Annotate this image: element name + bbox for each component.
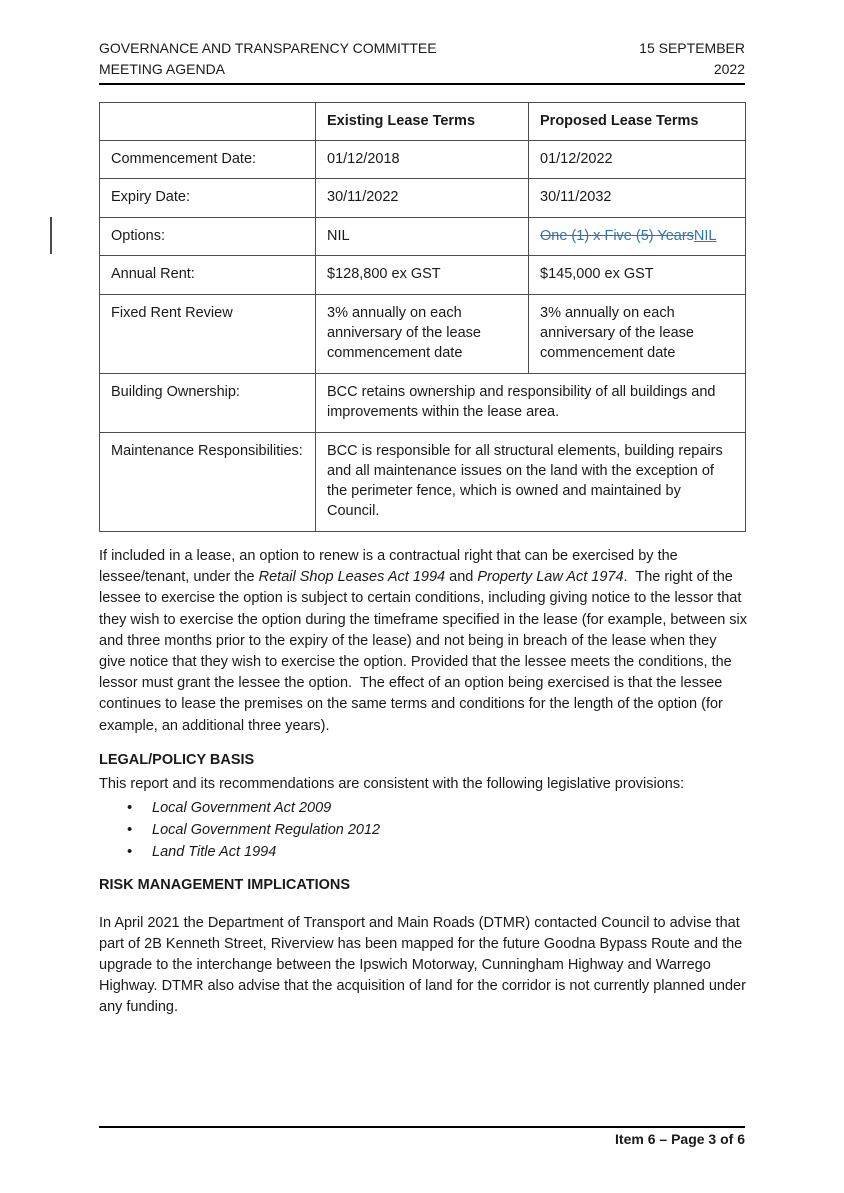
legal-policy-heading: LEGAL/POLICY BASIS xyxy=(99,752,255,768)
page-header xyxy=(99,38,745,85)
act-reference: Retail Shop Leases Act 1994 xyxy=(258,569,446,586)
row-label: Options: xyxy=(100,218,316,256)
table-row-annual-rent xyxy=(100,256,746,295)
existing-value: NIL xyxy=(316,218,529,256)
option-explanation-paragraph xyxy=(99,546,752,737)
risk-management-heading: RISK MANAGEMENT IMPLICATIONS xyxy=(99,877,351,893)
proposed-value-tracked-change xyxy=(529,218,746,256)
header-cell-proposed: Proposed Lease Terms xyxy=(529,103,746,141)
table-header-row xyxy=(100,103,746,141)
proposed-value: 30/11/2032 xyxy=(529,179,746,218)
deleted-text: One (1) x Five (5) Years xyxy=(540,228,694,244)
header-subtitle: MEETING AGENDA xyxy=(99,61,226,77)
list-item: • Local Government Regulation 2012 xyxy=(99,819,380,841)
header-date-month: 15 SEPTEMBER xyxy=(639,40,745,56)
page-footer xyxy=(99,1126,745,1147)
page-number-label: Item 6 – Page 3 of 6 xyxy=(615,1131,745,1147)
existing-value: $128,800 ex GST xyxy=(316,256,529,295)
row-label: Building Ownership: xyxy=(100,374,316,433)
paragraph-text: and xyxy=(445,569,478,586)
table-row-options xyxy=(100,218,746,256)
legal-policy-intro: This report and its recommendations are consistent with the following legislative provisions: xyxy=(99,776,685,792)
existing-value: 3% annually on each anniversary of the lease commencement date xyxy=(316,295,529,374)
proposed-value: $145,000 ex GST xyxy=(529,256,746,295)
paragraph-text: . The right of the lessee to exercise the option is subject to certain conditions, including giving notice to the lessor that they wish to exercise the option during the timeframe specified in the lease (for example, between six and three months prior to the expiry of the lease) and not being in breach of the lease when they give notice that they wish to exercise the option. Provided that the lessee meets the conditions, the lessor must grant the lessee the option. The effect of an option being exercised is that the lessee continues to lease the premises on the same terms and conditions for the length of the option (for example, an additional three years). xyxy=(99,569,752,734)
table-row-expiry xyxy=(100,179,746,218)
committee-title: GOVERNANCE AND TRANSPARENCY COMMITTEE xyxy=(99,40,437,56)
proposed-value: 3% annually on each anniversary of the lease commencement date xyxy=(529,295,746,374)
inserted-text: NIL xyxy=(693,228,717,244)
revision-change-bar xyxy=(50,217,52,254)
merged-value: BCC is responsible for all structural elements, building repairs and all maintenance issues on the land with the exception of the perimeter fence, which is owned and maintained by Council. xyxy=(316,433,746,532)
header-cell-empty xyxy=(100,103,316,141)
table-row-building-ownership xyxy=(100,374,746,433)
risk-management-paragraph: In April 2021 the Department of Transport and Main Roads (DTMR) contacted Council to advise that part of 2B Kenneth Street, Riverview has been mapped for the future Goodna Bypass Route and the upgrade to the interchange between the Ipswich Motorway, Cunningham Highway and Warrego Highway. DTMR also advise that the acquisition of land for the corridor is not currently planned under any funding. xyxy=(99,915,750,1015)
list-item: • Local Government Act 2009 xyxy=(99,797,380,819)
header-cell-existing: Existing Lease Terms xyxy=(316,103,529,141)
table-row-fixed-rent-review xyxy=(100,295,746,374)
act-reference: Property Law Act 1974 xyxy=(477,569,624,586)
proposed-value: 01/12/2022 xyxy=(529,141,746,179)
merged-value: BCC retains ownership and responsibility of all buildings and improvements within the lease area. xyxy=(316,374,746,433)
existing-value: 01/12/2018 xyxy=(316,141,529,179)
row-label: Annual Rent: xyxy=(100,256,316,295)
row-label: Commencement Date: xyxy=(100,141,316,179)
existing-value: 30/11/2022 xyxy=(316,179,529,218)
row-label: Expiry Date: xyxy=(100,179,316,218)
table-row-maintenance xyxy=(100,433,746,532)
header-date-year: 2022 xyxy=(713,61,745,77)
paragraph-text: If included in a lease, an option to renew is a contractual right that can be exercised by the lessee/tenant, under the xyxy=(99,548,682,586)
table-row-commencement xyxy=(100,141,746,179)
legislation-list xyxy=(99,797,380,863)
lease-terms-table xyxy=(99,102,746,532)
row-label: Maintenance Responsibilities: xyxy=(100,433,316,532)
row-label: Fixed Rent Review xyxy=(100,295,316,374)
list-item: • Land Title Act 1994 xyxy=(99,841,380,863)
